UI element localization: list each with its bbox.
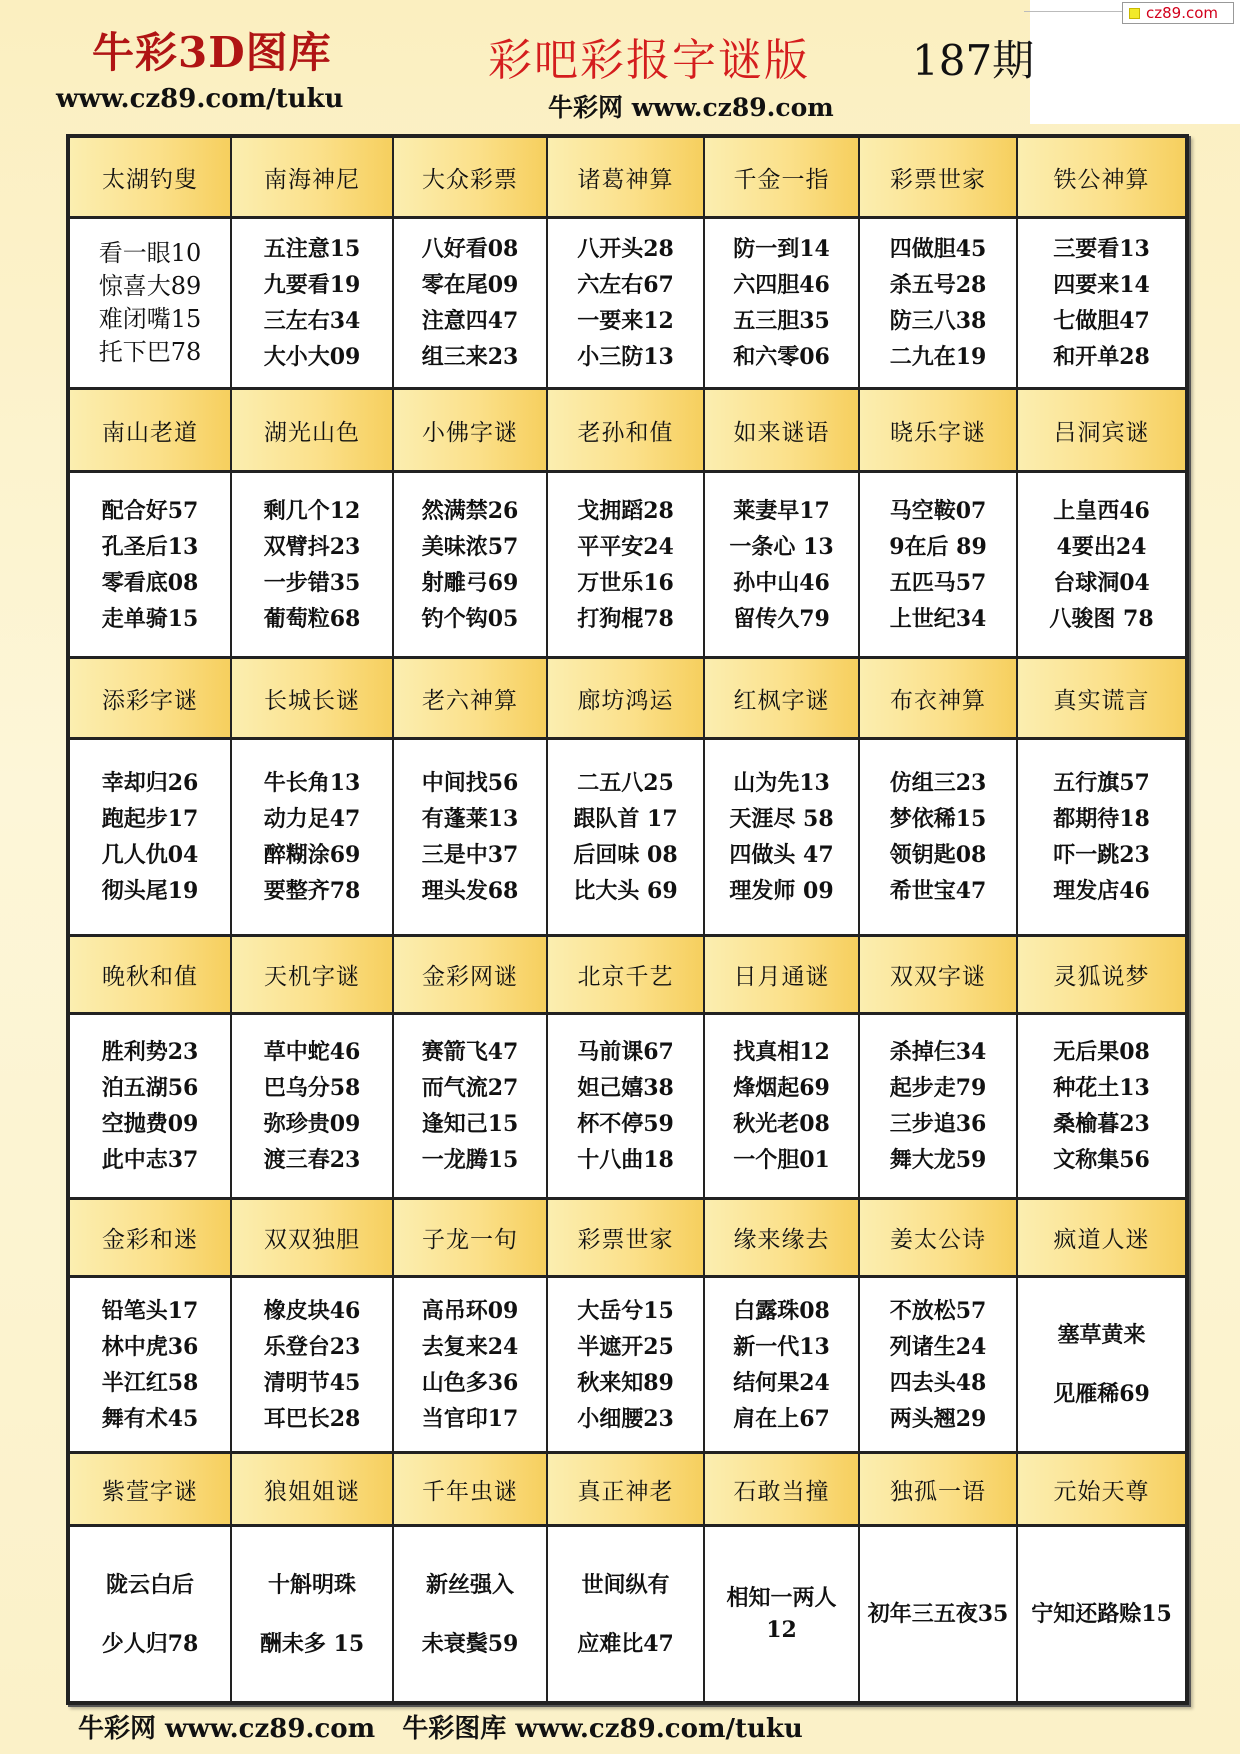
riddle-line: 平平安24	[577, 533, 674, 560]
footer-links[interactable]: 牛彩网 www.cz89.com 牛彩图库 www.cz89.com/tuku	[78, 1714, 803, 1744]
column-header: 老六神算	[394, 659, 548, 740]
column-header: 千金一指	[705, 138, 860, 219]
column-header: 真实谎言	[1018, 659, 1189, 740]
riddle-line: 泊五湖56	[101, 1075, 199, 1101]
riddle-line: 彻头尾19	[101, 878, 199, 904]
riddle-line: 酬未多 15	[259, 1630, 365, 1657]
riddle-cell	[1018, 1278, 1189, 1454]
riddle-line: 空抛费09	[101, 1111, 199, 1137]
riddle-cell	[70, 1527, 232, 1705]
riddle-cell	[70, 1015, 232, 1200]
riddle-line: 四做胆45	[889, 236, 987, 262]
column-header: 诸葛神算	[548, 138, 705, 219]
riddle-line: 二九在19	[889, 344, 987, 370]
riddle-cell	[860, 1015, 1018, 1200]
riddle-cell	[394, 1015, 548, 1200]
riddle-line: 四要来14	[1053, 272, 1150, 298]
riddle-line: 醉糊涂69	[263, 842, 361, 868]
riddle-line: 几人仇04	[101, 842, 199, 868]
column-header: 大众彩票	[394, 138, 548, 219]
riddle-line: 都期待18	[1053, 806, 1150, 832]
column-header: 日月通谜	[705, 937, 860, 1015]
riddle-line: 难闭嘴15	[98, 305, 202, 333]
riddle-line: 理发店46	[1053, 878, 1150, 904]
riddle-line: 五匹马57	[889, 569, 987, 596]
riddle-cell	[232, 473, 394, 659]
riddle-line: 山色多36	[421, 1369, 519, 1396]
riddle-line: 五注意15	[263, 236, 361, 262]
riddle-line: 有蓬莱13	[421, 806, 519, 832]
riddle-line: 八开头28	[577, 236, 674, 262]
riddle-line: 戈拥蹈28	[577, 497, 674, 524]
riddle-line: 十斛明珠	[267, 1571, 356, 1598]
riddle-line: 巴乌分58	[263, 1075, 361, 1101]
riddle-line: 三步追36	[889, 1111, 987, 1137]
riddle-line: 4要出24	[1056, 533, 1147, 560]
riddle-line: 和六零06	[733, 344, 830, 370]
riddle-line: 六左右67	[577, 272, 674, 298]
riddle-line: 结何果24	[733, 1369, 830, 1396]
riddle-cell	[860, 1527, 1018, 1705]
riddle-line: 上世纪34	[889, 605, 987, 632]
riddle-line: 去复来24	[421, 1333, 519, 1360]
riddle-cell	[548, 1527, 705, 1705]
riddle-line: 一要来12	[577, 308, 674, 334]
riddle-line: 无后果08	[1053, 1039, 1150, 1065]
column-header: 千年虫谜	[394, 1454, 548, 1527]
column-header: 真正神老	[548, 1454, 705, 1527]
riddle-line: 六四胆46	[733, 272, 830, 298]
riddle-line: 秋来知89	[577, 1369, 674, 1396]
sub-url[interactable]: 牛彩网 www.cz89.com	[548, 93, 834, 122]
riddle-line: 七做胆47	[1053, 308, 1150, 334]
main-title: 彩吧彩报字谜版	[488, 35, 810, 86]
riddle-line: 肩在上67	[733, 1405, 830, 1432]
riddle-line: 林中虎36	[101, 1333, 199, 1360]
riddle-line: 配合好57	[101, 497, 199, 524]
site-badge[interactable]	[1122, 2, 1234, 24]
riddle-line: 托下巴78	[98, 338, 202, 366]
riddle-line: 舞大龙59	[889, 1147, 987, 1173]
riddle-line: 八好看08	[421, 236, 519, 262]
riddle-line: 后回味 08	[573, 842, 678, 868]
riddle-cell	[1018, 740, 1189, 937]
riddle-table	[66, 134, 1189, 1705]
riddle-cell	[705, 473, 860, 659]
riddle-line: 吓一跳23	[1053, 842, 1150, 868]
riddle-line: 打狗棍78	[577, 605, 674, 632]
riddle-line: 天涯尽 58	[729, 806, 834, 832]
riddle-line: 四做头 47	[729, 842, 834, 868]
column-header: 彩票世家	[860, 138, 1018, 219]
column-header: 晚秋和值	[70, 937, 232, 1015]
riddle-line: 走单骑15	[101, 605, 199, 632]
riddle-line: 杀五号28	[889, 272, 987, 298]
riddle-line: 铅笔头17	[101, 1297, 199, 1324]
column-header: 石敢当撞	[705, 1454, 860, 1527]
riddle-line: 大小大09	[263, 344, 361, 370]
riddle-line: 高吊环09	[421, 1297, 519, 1324]
riddle-line: 理头发68	[421, 878, 519, 904]
riddle-line: 列诸生24	[889, 1333, 987, 1360]
riddle-line: 动力足47	[263, 806, 361, 832]
riddle-cell	[70, 473, 232, 659]
riddle-line: 塞草黄来	[1057, 1322, 1146, 1349]
riddle-cell	[860, 740, 1018, 937]
badge-square-icon	[1129, 8, 1140, 19]
riddle-line: 找真相12	[733, 1039, 830, 1065]
riddle-cell	[705, 1278, 860, 1454]
riddle-line: 万世乐16	[577, 569, 674, 596]
riddle-cell	[548, 1278, 705, 1454]
column-header: 金彩和迷	[70, 1200, 232, 1278]
column-header: 布衣神算	[860, 659, 1018, 740]
riddle-line: 防一到14	[733, 236, 830, 262]
issue-number: 187期	[912, 36, 1035, 85]
column-header: 太湖钓叟	[70, 138, 232, 219]
column-header: 晓乐字谜	[860, 390, 1018, 473]
riddle-line: 赛箭飞47	[421, 1039, 519, 1065]
riddle-line: 新丝强入	[425, 1571, 514, 1598]
riddle-line: 双臂抖23	[263, 533, 361, 560]
column-header: 灵狐说梦	[1018, 937, 1189, 1015]
riddle-line: 防三八38	[889, 308, 987, 334]
riddle-line: 文称集56	[1053, 1147, 1150, 1173]
riddle-line: 桑榆暮23	[1053, 1111, 1150, 1137]
riddle-line: 和开单28	[1053, 344, 1150, 370]
site-badge-text: cz89.com	[1146, 4, 1219, 22]
column-header: 北京千艺	[548, 937, 705, 1015]
column-header: 湖光山色	[232, 390, 394, 473]
riddle-cell	[232, 219, 394, 390]
corner-divider	[1024, 11, 1124, 12]
riddle-line: 相知一两人	[726, 1585, 837, 1611]
riddle-line: 三左右34	[263, 308, 361, 334]
riddle-line: 跑起步17	[101, 806, 199, 832]
riddle-cell	[548, 740, 705, 937]
column-header: 天机字谜	[232, 937, 394, 1015]
riddle-cell	[860, 219, 1018, 390]
riddle-line: 惊喜大89	[98, 272, 202, 300]
logo-title: 牛彩3D图库	[92, 28, 332, 77]
riddle-line: 弥珍贵09	[263, 1111, 361, 1137]
riddle-line: 未衰鬓59	[421, 1630, 519, 1657]
riddle-cell	[1018, 219, 1189, 390]
riddle-line: 胜利势23	[101, 1039, 199, 1065]
column-header: 姜太公诗	[860, 1200, 1018, 1278]
column-header: 狼姐姐谜	[232, 1454, 394, 1527]
riddle-line: 中间找56	[421, 770, 519, 796]
column-header: 子龙一句	[394, 1200, 548, 1278]
riddle-line: 宁知还路赊15	[1031, 1601, 1172, 1627]
riddle-cell	[1018, 473, 1189, 659]
riddle-cell	[548, 1015, 705, 1200]
riddle-line: 渡三春23	[263, 1147, 361, 1173]
riddle-line: 三要看13	[1053, 236, 1150, 262]
column-header: 老孙和值	[548, 390, 705, 473]
riddle-line: 九要看19	[263, 272, 361, 298]
riddle-line: 牛长角13	[263, 770, 361, 796]
column-header: 双双字谜	[860, 937, 1018, 1015]
riddle-line: 八骏图 78	[1049, 605, 1154, 632]
riddle-line: 二五八25	[577, 770, 674, 796]
riddle-line: 见雁稀69	[1053, 1380, 1150, 1407]
riddle-line: 零在尾09	[421, 272, 519, 298]
riddle-line: 马空鞍07	[889, 497, 987, 524]
riddle-line: 杀掉仨34	[889, 1039, 987, 1065]
column-header: 缘来缘去	[705, 1200, 860, 1278]
riddle-line: 乐登台23	[263, 1333, 361, 1360]
column-header: 红枫字谜	[705, 659, 860, 740]
riddle-cell	[232, 1527, 394, 1705]
column-header: 铁公神算	[1018, 138, 1189, 219]
riddle-line: 白露珠08	[733, 1297, 830, 1324]
riddle-line: 跟队首 17	[573, 806, 678, 832]
riddle-line: 世间纵有	[581, 1571, 670, 1598]
riddle-cell	[232, 1278, 394, 1454]
riddle-line: 秋光老08	[733, 1111, 830, 1137]
riddle-line: 此中志37	[101, 1147, 199, 1173]
riddle-line: 草中蛇46	[263, 1039, 361, 1065]
riddle-cell	[705, 1015, 860, 1200]
riddle-line: 剩几个12	[263, 497, 361, 524]
riddle-line: 一步错35	[263, 569, 361, 596]
riddle-cell	[394, 1278, 548, 1454]
riddle-line: 新一代13	[733, 1333, 830, 1360]
riddle-line: 橡皮块46	[263, 1297, 361, 1324]
riddle-line: 杯不停59	[577, 1111, 674, 1137]
column-header: 彩票世家	[548, 1200, 705, 1278]
riddle-cell	[394, 740, 548, 937]
riddle-line: 舞有术45	[101, 1405, 199, 1432]
riddle-cell	[232, 740, 394, 937]
riddle-line: 五三胆35	[733, 308, 830, 334]
riddle-line: 比大头 69	[573, 878, 678, 904]
riddle-cell	[705, 1527, 860, 1705]
riddle-cell	[394, 219, 548, 390]
column-header: 紫萱字谜	[70, 1454, 232, 1527]
riddle-line: 台球洞04	[1053, 569, 1150, 596]
riddle-cell	[394, 1527, 548, 1705]
riddle-line: 12	[766, 1617, 797, 1643]
column-header: 吕洞宾谜	[1018, 390, 1189, 473]
riddle-line: 十八曲18	[577, 1147, 674, 1173]
riddle-cell	[70, 740, 232, 937]
riddle-line: 葡萄粒68	[263, 605, 361, 632]
riddle-line: 理发师 09	[729, 878, 834, 904]
riddle-line: 四去头48	[889, 1369, 987, 1396]
riddle-line: 射雕弓69	[421, 569, 519, 596]
riddle-line: 少人归78	[101, 1630, 199, 1657]
column-header: 疯道人迷	[1018, 1200, 1189, 1278]
riddle-line: 半遮开25	[577, 1333, 674, 1360]
riddle-line: 五行旗57	[1053, 770, 1150, 796]
riddle-line: 孙中山46	[733, 569, 830, 596]
riddle-cell	[1018, 1527, 1189, 1705]
column-header: 元始天尊	[1018, 1454, 1189, 1527]
riddle-line: 妲己嬉38	[577, 1075, 674, 1101]
riddle-cell	[860, 473, 1018, 659]
riddle-line: 半江红58	[101, 1369, 199, 1396]
column-header: 金彩网谜	[394, 937, 548, 1015]
riddle-line: 清明节45	[263, 1369, 361, 1396]
riddle-line: 组三来23	[421, 344, 519, 370]
riddle-cell	[860, 1278, 1018, 1454]
riddle-line: 耳巴长28	[263, 1405, 361, 1432]
column-header: 长城长谜	[232, 659, 394, 740]
riddle-line: 大岳兮15	[577, 1297, 674, 1324]
riddle-line: 零看底08	[101, 569, 199, 596]
riddle-line: 马前课67	[577, 1039, 674, 1065]
riddle-line: 三是中37	[421, 842, 519, 868]
column-header: 添彩字谜	[70, 659, 232, 740]
corner-box	[1030, 0, 1240, 124]
riddle-line: 小三防13	[577, 344, 674, 370]
riddle-line: 9在后 89	[889, 533, 987, 560]
riddle-line: 烽烟起69	[733, 1075, 830, 1101]
riddle-line: 然满禁26	[421, 497, 519, 524]
riddle-cell	[232, 1015, 394, 1200]
riddle-line: 当官印17	[421, 1405, 519, 1432]
riddle-line: 应难比47	[577, 1630, 674, 1657]
riddle-cell	[548, 473, 705, 659]
column-header: 小佛字谜	[394, 390, 548, 473]
riddle-line: 孔圣后13	[101, 533, 199, 560]
riddle-line: 一龙腾15	[421, 1147, 519, 1173]
riddle-line: 一条心 13	[729, 533, 834, 560]
riddle-line: 注意四47	[421, 308, 519, 334]
riddle-line: 希世宝47	[889, 878, 987, 904]
riddle-cell	[548, 219, 705, 390]
riddle-line: 仿组三23	[889, 770, 987, 796]
column-header: 廊坊鸿运	[548, 659, 705, 740]
riddle-line: 梦依稀15	[889, 806, 987, 832]
riddle-line: 留传久79	[733, 605, 830, 632]
riddle-line: 初年三五夜35	[867, 1601, 1009, 1627]
riddle-cell	[705, 219, 860, 390]
riddle-line: 陇云白后	[105, 1571, 194, 1598]
column-header: 如来谜语	[705, 390, 860, 473]
riddle-line: 小细腰23	[577, 1405, 674, 1432]
logo-url[interactable]: www.cz89.com/tuku	[56, 84, 344, 114]
riddle-line: 看一眼10	[98, 239, 202, 267]
riddle-cell	[705, 740, 860, 937]
riddle-line: 要整齐78	[263, 878, 361, 904]
column-header: 南山老道	[70, 390, 232, 473]
riddle-cell	[70, 1278, 232, 1454]
riddle-cell	[394, 473, 548, 659]
riddle-line: 而气流27	[421, 1075, 519, 1101]
riddle-cell	[1018, 1015, 1189, 1200]
riddle-line: 一个胆01	[733, 1147, 830, 1173]
riddle-line: 美味浓57	[421, 533, 519, 560]
riddle-line: 钓个钩05	[421, 605, 519, 632]
riddle-line: 两头翘29	[889, 1405, 987, 1432]
riddle-line: 领钥匙08	[889, 842, 987, 868]
riddle-line: 种花土13	[1053, 1075, 1150, 1101]
riddle-line: 上皇西46	[1053, 497, 1150, 524]
column-header: 独孤一语	[860, 1454, 1018, 1527]
riddle-line: 幸却归26	[101, 770, 199, 796]
column-header: 双双独胆	[232, 1200, 394, 1278]
riddle-line: 逢知己15	[421, 1111, 519, 1137]
riddle-cell	[70, 219, 232, 390]
riddle-line: 不放松57	[889, 1297, 987, 1324]
riddle-line: 山为先13	[733, 770, 830, 796]
riddle-line: 莱妻早17	[733, 497, 830, 524]
riddle-line: 起步走79	[889, 1075, 987, 1101]
column-header: 南海神尼	[232, 138, 394, 219]
